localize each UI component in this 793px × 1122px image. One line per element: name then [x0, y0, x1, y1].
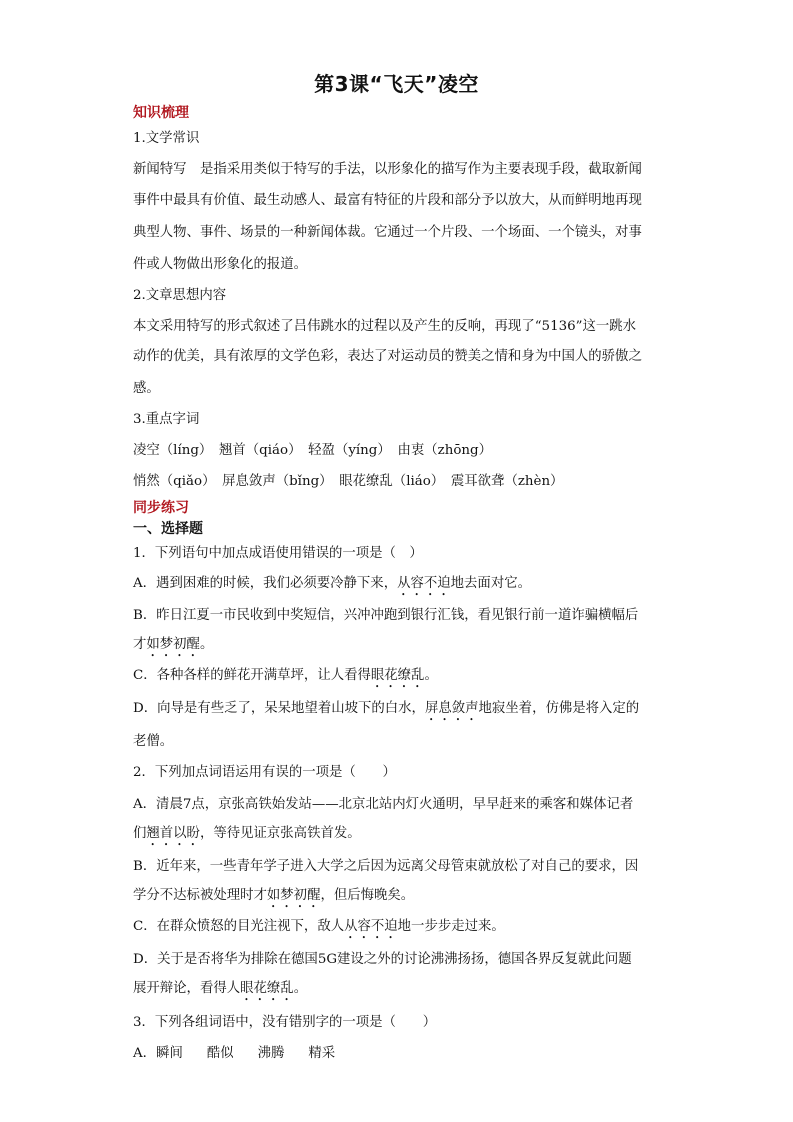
- q1-d-tail: 地寂坐着，仿佛是将入定的: [478, 701, 640, 716]
- q1-c-tail: 。: [424, 668, 438, 683]
- k3-words-line-1: 凌空（líng） 翘首（qiáo） 轻盈（yíng） 由衷（zhōng）: [133, 443, 492, 458]
- k1-line-1: 新闻特写 是指采用类似于特写的手法，以形象化的描写作为主要表现手段，截取新闻: [133, 162, 642, 177]
- k1-line-2: 事件中最具有价值、最生动感人、最富有特征的片段和部分予以放大，从而鲜明地再现: [133, 193, 642, 208]
- q1-a-text: A．遇到困难的时候，我们必须要冷静下来，: [133, 576, 398, 591]
- q2-b-emphasis: 如梦初醒: [266, 888, 321, 903]
- q1-option-b-line-2: [133, 636, 213, 660]
- q2-b-text: 学分不达标被处理时才: [133, 888, 267, 903]
- q1-stem: 1．下列语句中加点成语使用错误的一项是（ ）: [133, 546, 423, 561]
- page-title: 第3课“飞天”凌空: [314, 72, 479, 96]
- q2-option-b-line-1: B．近年来，一些青年学子进入大学之后因为远离父母管束就放松了对自己的要求，因: [133, 859, 639, 874]
- q1-d-emphasis: 屏息敛声: [424, 701, 479, 716]
- k1-line-4: 件或人物做出形象化的报道。: [133, 257, 308, 272]
- k2-line-2: 动作的优美，具有浓厚的文学色彩，表达了对运动员的赞美之情和身为中国人的骄傲之: [133, 349, 642, 364]
- q1-d-text: D．向导是有些乏了，呆呆地望着山坡下的白水，: [133, 701, 425, 716]
- section-heading-choice: 一、选择题: [133, 521, 203, 537]
- k3-words-line-2: 悄然（qiǎo） 屏息敛声（bǐng） 眼花缭乱（liáo） 震耳欲聋（zhèn）: [133, 474, 564, 489]
- q2-option-a-line-2: [133, 825, 361, 849]
- q1-option-c: [133, 667, 438, 691]
- q3-a-word-3: 精采: [308, 1046, 336, 1061]
- q2-a-tail: ，等待见证京张高铁首发。: [199, 826, 361, 841]
- q3-stem: 3．下列各组词语中，没有错别字的一项是（ ）: [133, 1015, 437, 1030]
- q1-c-text: C．各种各样的鲜花开满草坪，让人看得: [133, 668, 371, 683]
- k1-line-3: 典型人物、事件、场景的一种新闻体裁。它通过一个片段、一个场面、一个镜头，对事: [133, 225, 642, 240]
- k2-line-1: 本文采用特写的形式叙述了吕伟跳水的过程以及产生的反响，再现了“5136”这一跳水: [133, 319, 637, 334]
- q2-option-d-line-2: [133, 980, 307, 1004]
- q3-a-word-1: 酷似: [206, 1046, 234, 1061]
- section-heading-knowledge: 知识梳理: [133, 105, 189, 121]
- q2-a-emphasis: 翘首以盼: [146, 826, 200, 841]
- q3-a-word-2: 沸腾: [257, 1046, 285, 1061]
- q2-c-tail: 地一步步走过来。: [397, 919, 505, 934]
- q2-c-text: C．在群众愤怒的目光注视下，敌人: [133, 919, 345, 934]
- q1-b-text: 才: [133, 637, 147, 652]
- q2-stem: 2．下列加点词语运用有误的一项是（ ）: [133, 765, 396, 780]
- q1-a-tail: 地去面对它。: [450, 576, 531, 591]
- q2-d-tail: 。: [293, 981, 308, 996]
- k1-heading: 1.文学常识: [133, 131, 200, 146]
- q2-b-tail: ，但后悔晚矣。: [320, 888, 415, 903]
- q1-b-emphasis: 如梦初醒: [146, 637, 200, 652]
- q1-option-b-line-1: B．昨日江夏一市民收到中奖短信，兴冲冲跑到银行汇钱，看见银行前一道诈骗横幅后: [133, 608, 639, 623]
- q2-c-emphasis: 从容不迫: [344, 919, 398, 934]
- k3-heading: 3.重点字词: [133, 412, 200, 427]
- q3-option-a: [133, 1045, 335, 1063]
- q2-d-text: 展开辩论，看得人: [133, 981, 241, 996]
- q1-c-emphasis: 眼花缭乱: [370, 668, 425, 683]
- q3-a-label: A．瞬间: [133, 1046, 183, 1061]
- q2-d-emphasis: 眼花缭乱: [240, 981, 294, 996]
- q1-option-d-line-2: 老僧。: [133, 734, 174, 749]
- q2-option-d-line-1: D．关于是否将华为排除在德国5G建设之外的讨论沸沸扬扬，德国各界反复就此问题: [133, 952, 632, 967]
- q2-option-c: [133, 918, 505, 942]
- q1-b-tail: 。: [199, 637, 214, 652]
- q1-option-a: [133, 575, 531, 599]
- q2-option-a-line-1: A．清晨7点，京张高铁始发站——北京北站内灯火通明，早早赶来的乘客和媒体记者: [133, 797, 634, 812]
- q1-a-emphasis: 从容不迫: [397, 576, 451, 591]
- section-heading-practice: 同步练习: [133, 500, 189, 516]
- q2-a-text: 们: [133, 826, 147, 841]
- k2-heading: 2.文章思想内容: [133, 288, 227, 303]
- k2-line-3: 感。: [133, 381, 160, 396]
- q1-option-d-line-1: [133, 700, 639, 724]
- q2-option-b-line-2: [133, 887, 414, 911]
